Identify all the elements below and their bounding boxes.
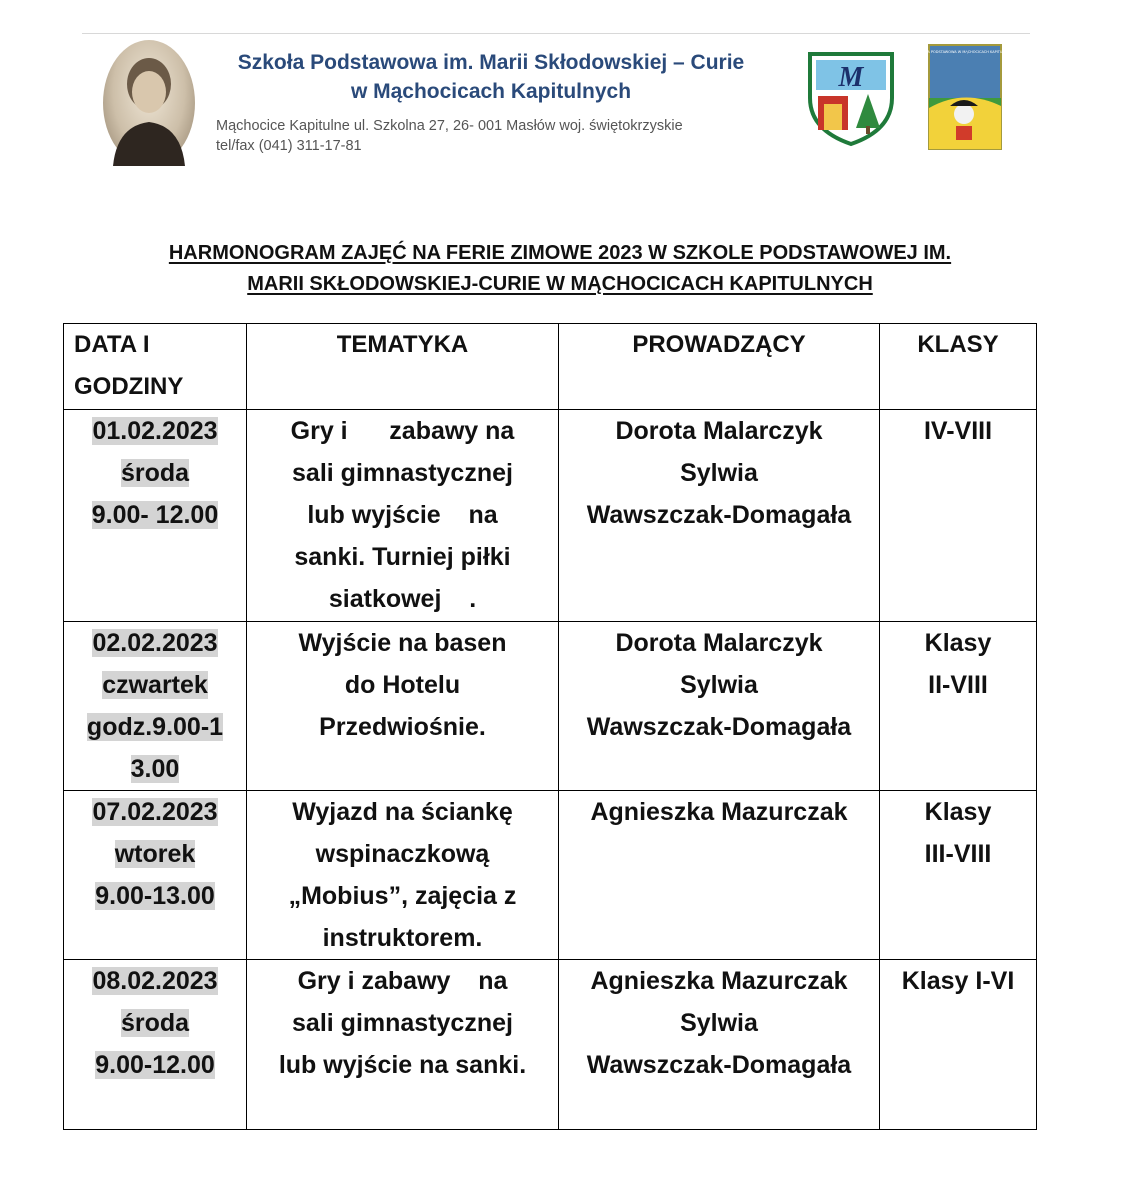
weekday-text: środa bbox=[120, 1009, 190, 1037]
title-line2: MARII SKŁODOWSKIEJ-CURIE W MĄCHOCICACH KAPITULNYCH bbox=[247, 273, 873, 295]
leader-line: Sylwia bbox=[680, 671, 758, 699]
top-rule bbox=[82, 33, 1030, 34]
date-text: 02.02.2023 bbox=[92, 629, 218, 657]
header-classes: KLASY bbox=[880, 324, 1037, 410]
table-row bbox=[64, 410, 1037, 622]
cell-date bbox=[64, 410, 247, 622]
leader-line: Dorota Malarczyk bbox=[615, 629, 823, 657]
topic-line: sali gimnastycznej bbox=[292, 1009, 513, 1037]
school-name-line2: w Mąchocicach Kapitulnych bbox=[350, 80, 632, 103]
cell-leaders bbox=[559, 791, 880, 960]
hours-text: 9.00-12.00 bbox=[95, 1051, 215, 1079]
topic-line: Gry i zabawy na bbox=[297, 967, 508, 995]
cell-topic bbox=[247, 622, 559, 791]
classes-line: Klasy bbox=[924, 629, 992, 657]
cell-topic bbox=[247, 960, 559, 1130]
topic-line: sanki. Turniej piłki bbox=[294, 543, 511, 571]
schedule-table bbox=[63, 323, 1037, 1130]
header-leaders: PROWADZĄCY bbox=[559, 324, 880, 410]
school-badge-logo bbox=[915, 44, 1015, 150]
classes-line: III-VIII bbox=[924, 840, 992, 868]
header-date-line1: DATA I bbox=[74, 331, 150, 358]
topic-line: wspinaczkową bbox=[315, 840, 490, 868]
leader-line: Wawszczak-Domagała bbox=[586, 501, 852, 529]
cell-topic bbox=[247, 410, 559, 622]
leader-line: Wawszczak-Domagała bbox=[586, 713, 852, 741]
cell-leaders bbox=[559, 960, 880, 1130]
cell-date bbox=[64, 622, 247, 791]
school-contact bbox=[216, 116, 816, 156]
classes-line: IV-VIII bbox=[923, 417, 993, 445]
portrait-image bbox=[103, 40, 195, 166]
cell-classes bbox=[880, 410, 1037, 622]
topic-line: instruktorem. bbox=[322, 924, 483, 952]
topic-line: Wyjazd na ściankę bbox=[292, 798, 513, 826]
school-crest-logo bbox=[806, 50, 896, 146]
date-text: 08.02.2023 bbox=[92, 967, 218, 995]
title-line1: HARMONOGRAM ZAJĘĆ NA FERIE ZIMOWE 2023 W SZKOLE PODSTAWOWEJ IM. bbox=[168, 242, 952, 264]
school-name-line1: Szkoła Podstawowa im. Marii Skłodowskiej – Curie bbox=[237, 51, 745, 74]
leader-line: Sylwia bbox=[680, 1009, 758, 1037]
topic-line: Wyjście na basen bbox=[298, 629, 507, 657]
badge-caption: SZKOŁA PODSTAWOWA W MĄCHOCICACH KAPITULNYCH bbox=[915, 50, 1015, 54]
hours-text: godz.9.00-1 bbox=[86, 713, 224, 741]
cell-classes bbox=[880, 960, 1037, 1130]
school-address: Mąchocice Kapitulne ul. Szkolna 27, 26- 001 Masłów woj. świętokrzyskie bbox=[216, 118, 683, 134]
table-row bbox=[64, 622, 1037, 791]
cell-topic bbox=[247, 791, 559, 960]
table-header-row bbox=[64, 324, 1037, 410]
cell-leaders bbox=[559, 622, 880, 791]
cell-classes bbox=[880, 791, 1037, 960]
weekday-text: czwartek bbox=[102, 671, 208, 699]
topic-line: siatkowej . bbox=[328, 585, 477, 613]
topic-line: Gry i zabawy na bbox=[290, 417, 515, 445]
leader-line: Wawszczak-Domagała bbox=[586, 1051, 852, 1079]
crest-letter: M bbox=[838, 62, 864, 93]
topic-line: lub wyjście na bbox=[307, 501, 498, 529]
cell-classes bbox=[880, 622, 1037, 791]
school-name bbox=[196, 48, 786, 106]
hours-text: 9.00- 12.00 bbox=[91, 501, 219, 529]
date-text: 07.02.2023 bbox=[92, 798, 218, 826]
topic-line: Przedwiośnie. bbox=[319, 713, 486, 741]
header-date bbox=[64, 324, 247, 410]
date-text: 01.02.2023 bbox=[92, 417, 218, 445]
leader-line: Agnieszka Mazurczak bbox=[590, 798, 848, 826]
leader-line: Dorota Malarczyk bbox=[615, 417, 823, 445]
hours-text: 3.00 bbox=[130, 755, 180, 783]
cell-date bbox=[64, 791, 247, 960]
classes-line: Klasy I-VI bbox=[901, 967, 1015, 995]
leader-line: Agnieszka Mazurczak bbox=[590, 967, 848, 995]
topic-line: „Mobius”, zajęcia z bbox=[288, 882, 517, 910]
header-date-line2: GODZINY bbox=[74, 373, 184, 400]
table-row bbox=[64, 791, 1037, 960]
leader-line: Sylwia bbox=[680, 459, 758, 487]
cell-leaders bbox=[559, 410, 880, 622]
classes-line: II-VIII bbox=[928, 671, 988, 699]
weekday-text: wtorek bbox=[114, 840, 196, 868]
weekday-text: środa bbox=[120, 459, 190, 487]
school-phone: tel/fax (041) 311-17-81 bbox=[216, 138, 362, 154]
table-row bbox=[64, 960, 1037, 1130]
hours-text: 9.00-13.00 bbox=[95, 882, 215, 910]
cell-date bbox=[64, 960, 247, 1130]
topic-line: do Hotelu bbox=[344, 671, 461, 699]
document-title bbox=[60, 238, 1060, 300]
topic-line: lub wyjście na sanki. bbox=[278, 1051, 527, 1079]
topic-line: sali gimnastycznej bbox=[292, 459, 513, 487]
header-topic: TEMATYKA bbox=[247, 324, 559, 410]
classes-line: Klasy bbox=[924, 798, 992, 826]
